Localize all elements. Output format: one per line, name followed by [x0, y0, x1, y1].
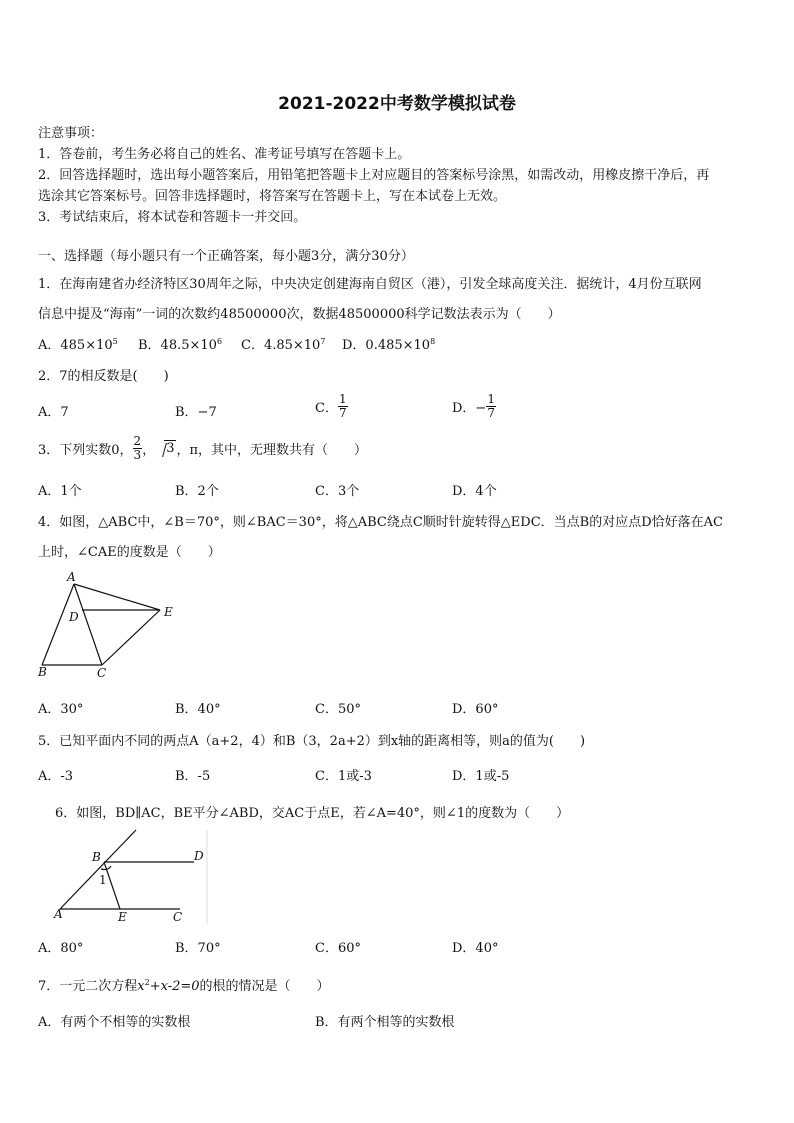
question-6-stem: 6．如图，BD∥AC，BE平分∠ABD，交AC于点E，若∠A=40°，则∠1的度数为（ ）: [55, 806, 570, 821]
option-c[interactable]: C． $\frac{1}{7}$: [315, 392, 347, 420]
option-b[interactable]: B．$48.5\times 10^6$: [138, 337, 223, 353]
option-b[interactable]: B．70°: [175, 941, 221, 956]
option-d[interactable]: D．$0.485\times 10^8$: [342, 337, 436, 353]
question-4-line2: 上时，∠CAE的度数是（ ）: [38, 545, 221, 560]
parallel-lines-figure: [52, 826, 210, 926]
question-7-stem: 7．一元二次方程$x^2+x-2=0$的根的情况是（ ）: [38, 978, 330, 994]
question-4-line1: 4．如图，△ABC中，∠B＝70°，则∠BAC＝30°，将△ABC绕点C顺时针旋转得△EDC．当点B的对应点D恰好落在AC: [38, 515, 723, 530]
notice-item: 3．考试结束后，将本试卷和答题卡一并交回。: [38, 210, 307, 225]
label-b: B: [92, 850, 101, 864]
option-a[interactable]: A．1个: [38, 484, 82, 499]
option-c[interactable]: C．3个: [315, 484, 360, 499]
label-a: A: [67, 570, 76, 584]
notice-heading: 注意事项：: [38, 126, 104, 141]
option-a[interactable]: A．7: [38, 405, 69, 420]
label-a: A: [54, 907, 63, 921]
label-e: E: [164, 605, 173, 619]
option-d[interactable]: D．60°: [452, 702, 499, 717]
option-d[interactable]: D．4个: [452, 484, 497, 499]
option-b[interactable]: B．-5: [175, 769, 211, 784]
option-d[interactable]: D．1或-5: [452, 769, 510, 784]
option-a[interactable]: A．80°: [38, 941, 84, 956]
section-heading: 一、选择题（每小题只有一个正确答案，每小题3分，满分30分）: [38, 249, 414, 264]
notice-item: 选涂其它答案标号。回答非选择题时，将答案写在答题卡上，写在本试卷上无效。: [38, 189, 507, 204]
page-title: 2021-2022中考数学模拟试卷: [278, 94, 516, 114]
notice-item: 2．回答选择题时，选出每小题答案后，用铅笔把答题卡上对应题目的答案标号涂黑，如需改动，用橡皮擦干净后，再: [38, 168, 710, 183]
option-b[interactable]: B．有两个相等的实数根: [315, 1015, 455, 1030]
label-c: C: [97, 666, 107, 680]
option-a[interactable]: A．30°: [38, 702, 84, 717]
question-5-stem: 5．已知平面内不同的两点A（a+2，4）和B（3，2a+2）到x轴的距离相等，则a的值为( ): [38, 734, 586, 749]
triangle-figure: [36, 570, 186, 682]
label-d: D: [194, 849, 204, 863]
question-2-stem: 2．7的相反数是( ): [38, 369, 169, 384]
label-d: D: [69, 610, 79, 624]
label-c: C: [173, 910, 183, 924]
option-a[interactable]: A．有两个不相等的实数根: [38, 1015, 191, 1030]
label-e: E: [118, 910, 127, 924]
option-b[interactable]: B．−7: [175, 405, 217, 420]
option-c[interactable]: C．1或-3: [315, 769, 372, 784]
question-1-line1: 1．在海南建省办经济特区30周年之际，中央决定创建海南自贸区（港），引发全球高度关注．据统计，4月份互联网: [38, 277, 702, 292]
option-c[interactable]: C．50°: [315, 702, 361, 717]
notice-item: 1．答卷前，考生务必将自己的姓名、准考证号填写在答题卡上。: [38, 147, 411, 162]
question-1-line2: 信息中提及“海南”一词的次数约48500000次，数据48500000科学记数法表示为（ ）: [38, 307, 561, 322]
label-angle-1: 1: [99, 873, 107, 887]
option-b[interactable]: B．2个: [175, 484, 219, 499]
option-c[interactable]: C．$4.85\times 10^7$: [241, 337, 326, 353]
option-a[interactable]: A．-3: [38, 769, 74, 784]
option-b[interactable]: B．40°: [175, 702, 221, 717]
option-d[interactable]: D．40°: [452, 941, 499, 956]
option-d[interactable]: D．− $\frac{1}{7}$: [452, 392, 495, 420]
option-a[interactable]: A．$485\times 10^5$: [38, 337, 118, 353]
label-b: B: [38, 665, 47, 679]
question-3-stem: 3．下列实数0， $\frac{2}{3}$ ， 3 ，π，其中，无理数共有（ ）: [38, 434, 368, 462]
option-c[interactable]: C．60°: [315, 941, 361, 956]
